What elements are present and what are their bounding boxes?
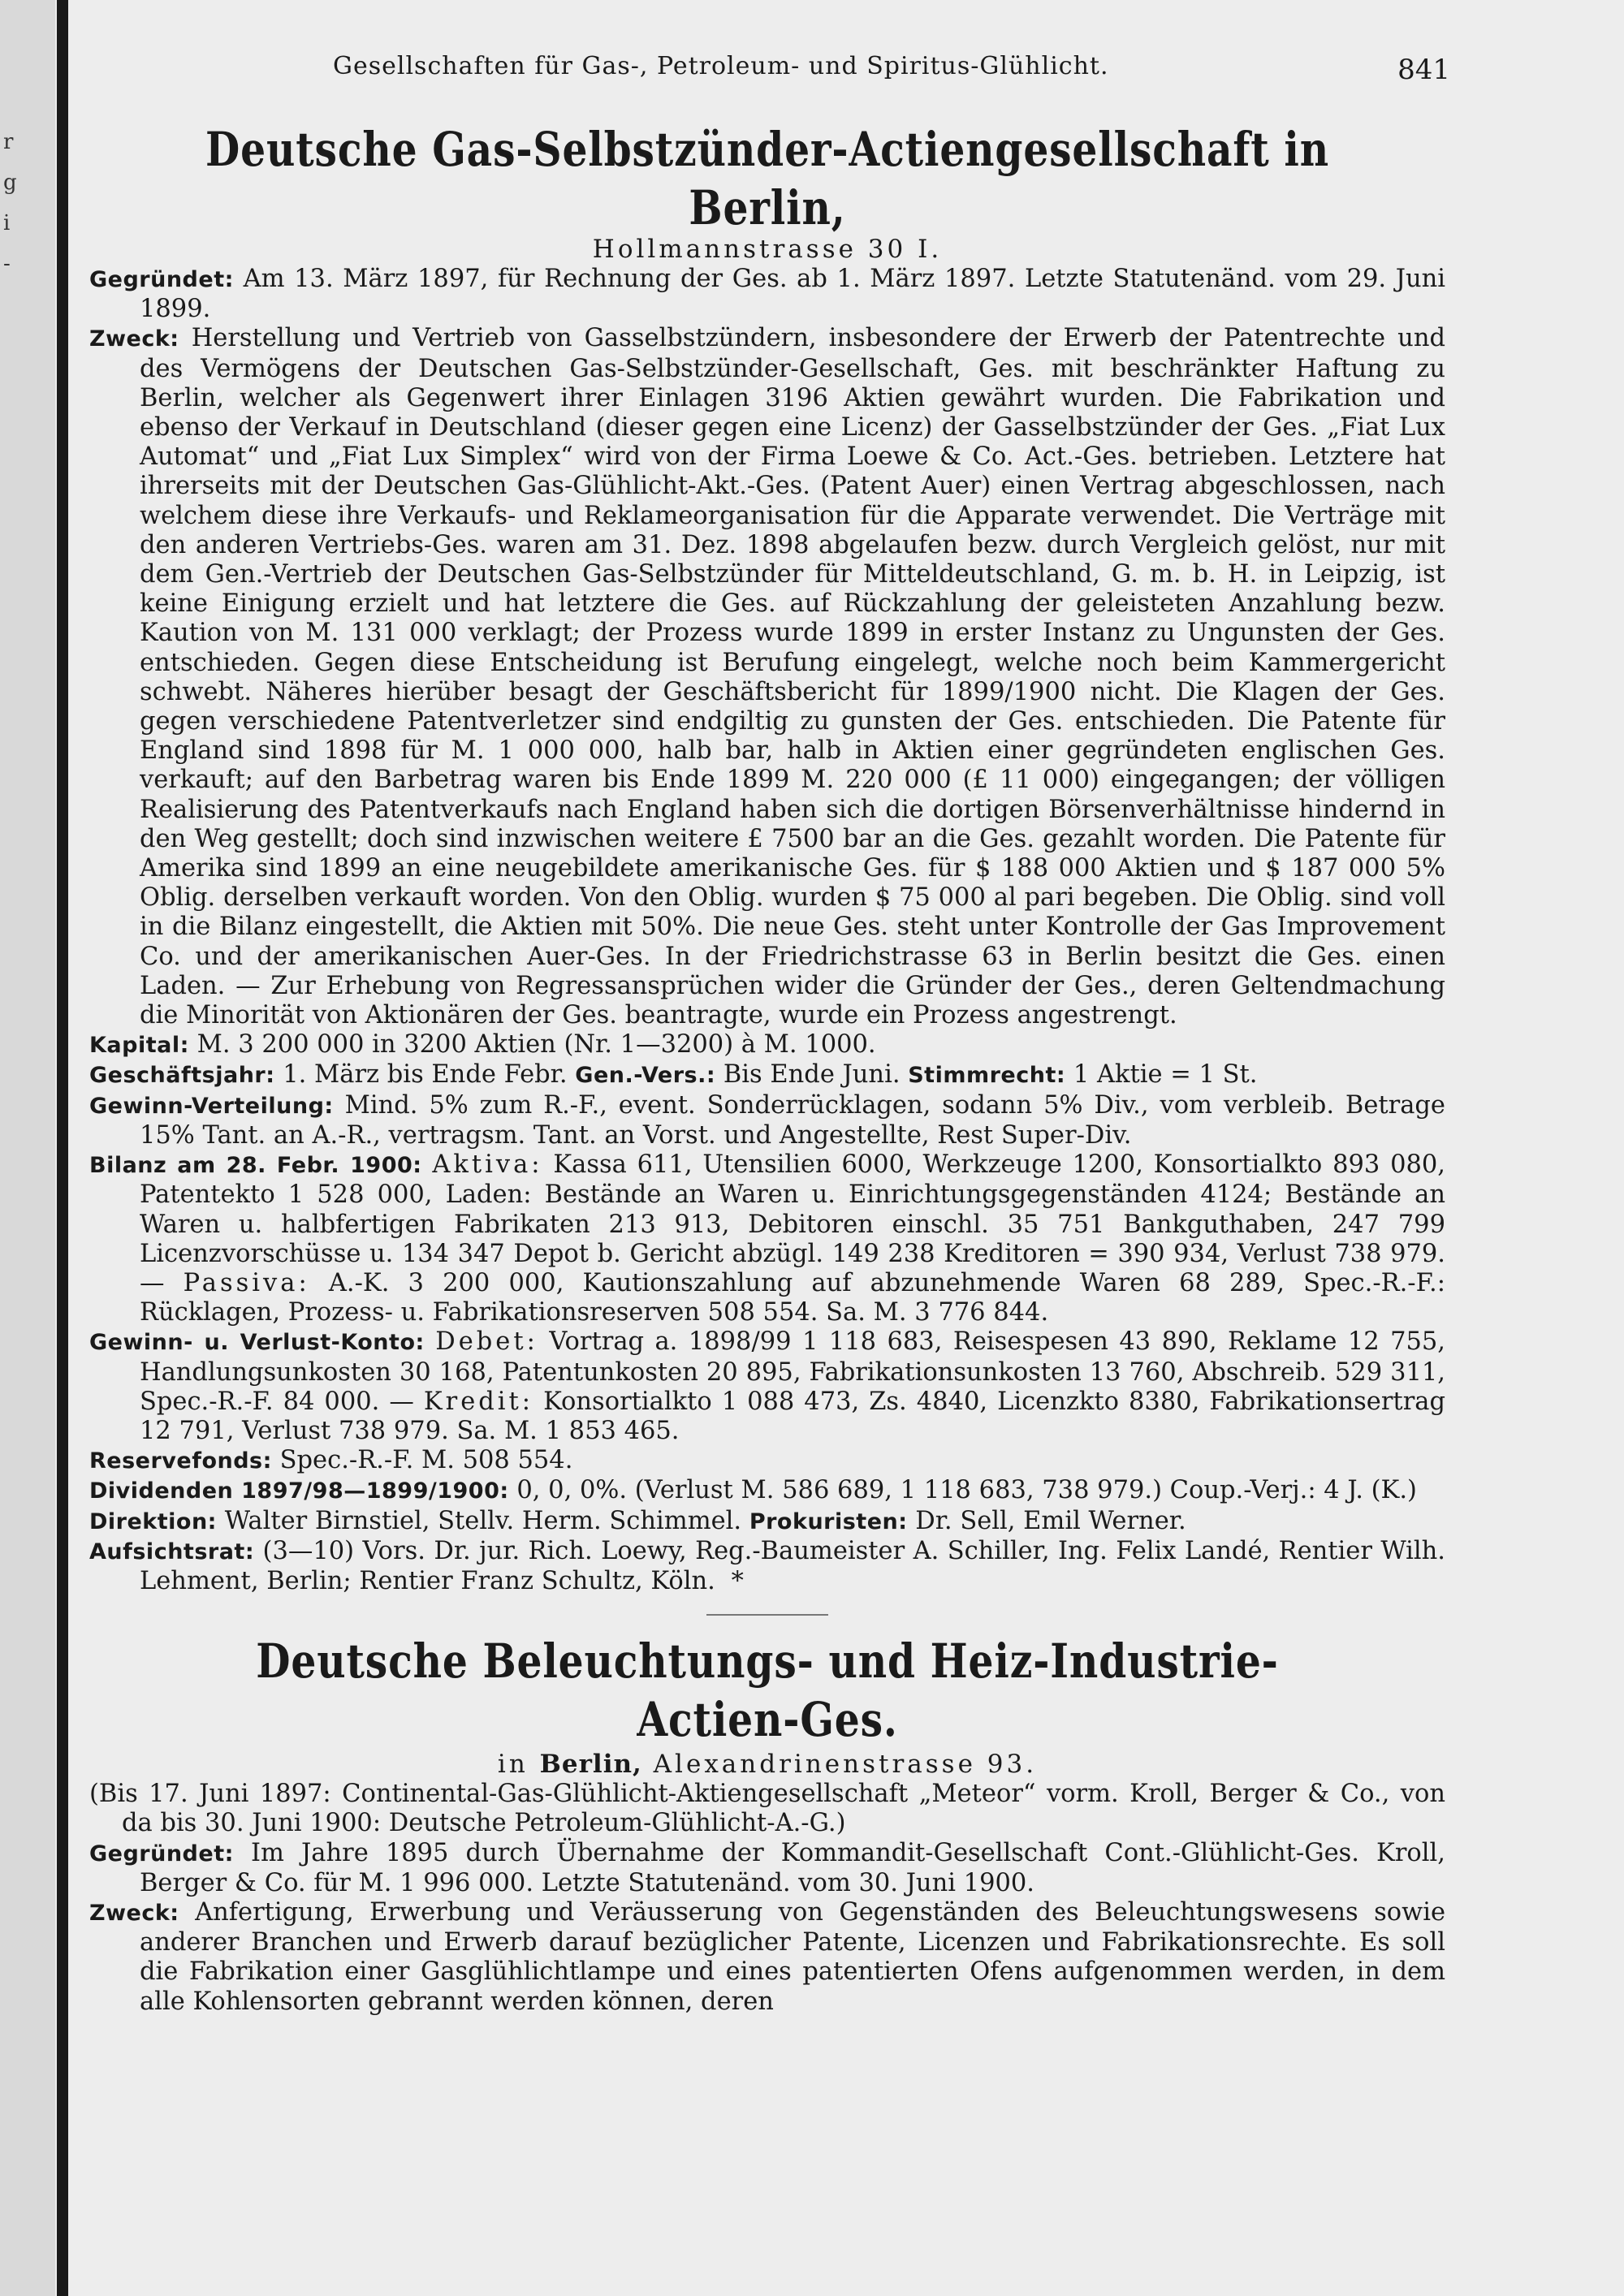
section-divider	[706, 1614, 828, 1616]
company-2-gegruendet	[89, 1839, 1445, 1898]
company-2-address	[89, 1749, 1445, 1780]
geschaeftsjahr-text: 1. März bis Ende Febr.	[283, 1060, 568, 1090]
left-page-edge	[0, 0, 55, 2296]
company-1-aufsichtsrat	[89, 1537, 1445, 1596]
gen-vers-label: Gen.-Vers.:	[575, 1063, 716, 1089]
margin-fragment: r	[3, 130, 14, 154]
prokuristen-label: Prokuristen:	[749, 1508, 908, 1534]
zweck-label: Zweck:	[89, 1900, 179, 1926]
company-1-gegruendet	[89, 265, 1445, 324]
company-1-gewinn-verteilung	[89, 1091, 1445, 1150]
margin-fragment: g	[3, 170, 17, 195]
aktiva-text: Kassa 611, Utensilien 6000, Werkzeuge 1200, Konsortialkto 893 080, Patentekto 1 528 000, Laden: Bestände an Waren u. Einrichtungsgegenständen 4124; Bestände an Waren u. halbfertigen Fabrikaten 213 913, Debitoren einschl. 35 751 Bankguthaben, 247 799 Licenzvorschüsse u. 134 347 Depot b. Gericht abzügl. 149 238 Kreditoren = 390 934, Verlust 738 979. —	[140, 1150, 1445, 1297]
company-1-direktion	[89, 1507, 1445, 1537]
in-word: in	[497, 1750, 529, 1780]
gegruendet-label: Gegründet:	[89, 1841, 234, 1867]
company-1-zweck	[89, 324, 1445, 1030]
asterisk-mark: *	[731, 1566, 744, 1595]
left-margin-fragments	[3, 122, 23, 284]
gewinn-verteilung-label: Gewinn-Verteilung:	[89, 1093, 334, 1119]
binding-rule	[57, 0, 68, 2296]
reservefonds-text: Spec.-R.-F. M. 508 554.	[279, 1446, 573, 1475]
kapital-text: M. 3 200 000 in 3200 Aktien (Nr. 1—3200) à M. 1000.	[197, 1030, 876, 1060]
kapital-label: Kapital:	[89, 1033, 189, 1059]
page-number: 841	[1397, 54, 1450, 86]
zweck-text: Herstellung und Vertrieb von Gasselbstzündern, insbesondere der Erwerb der Patentrechte und des Vermögens der Deutschen Gas-Selbstzünder-Gesellschaft, Ges. mit beschränkter Haftung zu Berlin, welcher als Gegenwert ihrer Einlagen 3196 Aktien gewährt wurden. Die Fabrikation und ebenso der Verkauf in Deutschland (dieser gegen eine Licenz) der Gasselbstzünder der Ges. „Fiat Lux Automat“ und „Fiat Lux Simplex“ wird von der Firma Loewe & Co. Act.-Ges. betrieben. Letztere hat ihrerseits mit der Deutschen Gas-Glühlicht-Akt.-Ges. (Patent Auer) einen Vertrag abgeschlossen, nach welchem diese ihre Verkaufs- und Reklameorganisation für die Apparate verwendet. Die Verträge mit den anderen Vertriebs-Ges. waren am 31. Dez. 1898 abgelaufen bezw. durch Vergleich gelöst, nur mit dem Gen.-Vertrieb der Deutschen Gas-Selbstzünder für Mitteldeutschland, G. m. b. H. in Leipzig, ist keine Einigung erzielt und hat letztere die Ges. auf Rückzahlung der geleisteten Anzahlung bezw. Kaution von M. 131 000 verklagt; der Prozess wurde 1899 in erster Instanz zu Ungunsten der Ges. entschieden. Gegen diese Entscheidung ist Berufung eingelegt, welche noch beim Kammergericht schwebt. Näheres hierüber besagt der Geschäftsbericht für 1899/1900 nicht. Die Klagen der Ges. gegen verschiedene Patentverletzer sind endgiltig zu gunsten der Ges. entschieden. Die Patente für England sind 1898 für M. 1 000 000, halb bar, halb in Aktien einer gegründeten englischen Ges. verkauft; auf den Barbetrag waren bis Ende 1899 M. 220 000 (£ 11 000) eingegangen; der völligen Realisierung des Patentverkaufs nach England haben sich die dortigen Börsenverhältnisse hindernd in den Weg gestellt; doch sind inzwischen weitere £ 7500 bar an die Ges. gezahlt worden. Die Patente für Amerika sind 1899 an eine neugebildete amerikanische Ges. für $ 188 000 Aktien und $ 187 000 5% Oblig. derselben verkauft worden. Von den Oblig. wurden $ 75 000 al pari begeben. Die Oblig. sind voll in die Bilanz eingestellt, die Aktien mit 50%. Die neue Ges. steht unter Kontrolle der Gas Improvement Co. und der amerikanischen Auer-Ges. In der Friedrichstrasse 63 in Berlin besitzt die Ges. einen Laden. — Zur Erhebung von Regressansprüchen wider die Gründer der Ges., deren Geltendmachung die Minorität von Aktionären der Ges. beantragte, wurde ein Prozess angestrengt.	[140, 324, 1445, 1030]
aktiva-label: Aktiva:	[432, 1150, 543, 1180]
geschaeftsjahr-label: Geschäftsjahr:	[89, 1063, 275, 1089]
running-title: Gesellschaften für Gas-, Petroleum- und Spiritus-Glühlicht.	[333, 52, 1109, 80]
gegruendet-text: Im Jahre 1895 durch Übernahme der Kommandit-Gesellschaft Cont.-Glühlicht-Ges. Kroll, Berger & Co. für M. 1 996 000. Letzte Statutenänd. vom 30. Juni 1900.	[140, 1838, 1445, 1897]
dividenden-label: Dividenden 1897/98—1899/1900:	[89, 1478, 509, 1504]
dividenden-text: 0, 0, 0%. (Verlust M. 586 689, 1 118 683, 738 979.) Coup.-Verj.: 4 J. (K.)	[516, 1476, 1417, 1505]
street-name: Alexandrinenstrasse 93.	[653, 1750, 1038, 1780]
stimmrecht-label: Stimmrecht:	[908, 1063, 1066, 1089]
company-2-former-name: (Bis 17. Juni 1897: Continental-Gas-Glühlicht-Aktiengesellschaft „Meteor“ vorm. Kroll, Berger & Co., von da bis 30. Juni 1900: Deutsche Petroleum-Glühlicht-A.-G.)	[89, 1780, 1445, 1838]
debet-label: Debet:	[435, 1327, 538, 1357]
company-1-reservefonds	[89, 1446, 1445, 1476]
zweck-text: Anfertigung, Erwerbung und Veräusserung von Gegenständen des Beleuchtungswesens sowie anderer Branchen und Erwerb darauf bezüglicher Patente, Licenzen und Fabrikationsrechte. Es soll die Fabrikation einer Gasglühlichtlampe und eines patentierten Ofens aufgenommen werden, in dem alle Kohlensorten gebrannt werden können, deren	[140, 1897, 1445, 2016]
company-entry-1	[89, 120, 1445, 1596]
aufsichtsrat-text: (3—10) Vors. Dr. jur. Rich. Loewy, Reg.-Baumeister A. Schiller, Ing. Felix Landé, Rentier Wilh. Lehment, Berlin; Rentier Franz Schultz, Köln.	[140, 1536, 1445, 1595]
zweck-label: Zweck:	[89, 326, 179, 352]
margin-fragment: i	[3, 211, 11, 235]
page	[89, 47, 1450, 2017]
company-1-kapital	[89, 1030, 1445, 1060]
company-2-zweck	[89, 1898, 1445, 2017]
company-1-dividenden	[89, 1476, 1445, 1506]
direktion-label: Direktion:	[89, 1508, 217, 1534]
kredit-label: Kredit:	[423, 1387, 534, 1416]
prokuristen-text: Dr. Sell, Emil Werner.	[915, 1506, 1186, 1535]
bilanz-label: Bilanz am 28. Febr. 1900:	[89, 1153, 422, 1179]
running-head	[89, 47, 1450, 104]
direktion-text: Walter Birnstiel, Stellv. Herm. Schimmel.	[224, 1506, 742, 1535]
gegruendet-label: Gegründet:	[89, 267, 234, 292]
company-1-bilanz	[89, 1150, 1445, 1327]
debet-text: Vortrag a. 1898/99 1 118 683, Reisespesen 43 890, Reklame 12 755, Handlungsunkosten 30 168, Patentunkosten 20 895, Fabrikationsunkosten 13 760, Abschreib. 529 311, Spec.-R.-F. 84 000. —	[140, 1327, 1445, 1416]
passiva-label: Passiva:	[183, 1268, 310, 1297]
gewinn-verlust-label: Gewinn- u. Verlust-Konto:	[89, 1330, 425, 1356]
kredit-text: Konsortialkto 1 088 473, Zs. 4840, Licenzkto 8380, Fabrikationsertrag 12 791, Verlust 738 979. Sa. M. 1 853 465.	[140, 1387, 1445, 1445]
margin-fragment: -	[3, 252, 11, 276]
gegruendet-text: Am 13. März 1897, für Rechnung der Ges. ab 1. März 1897. Letzte Statutenänd. vom 29. Juni 1899.	[140, 265, 1445, 324]
company-2-title: Deutsche Beleuchtungs- und Heiz-Industrie-Actien-Ges.	[256, 1634, 1279, 1748]
city-name: Berlin,	[539, 1750, 642, 1780]
aufsichtsrat-label: Aufsichtsrat:	[89, 1539, 255, 1564]
company-1-geschaeftsjahr	[89, 1060, 1445, 1090]
gewinn-verteilung-text: Mind. 5% zum R.-F., event. Sonderrücklagen, sodann 5% Div., vom verbleib. Betrage 15% Tant. an A.-R., vertragsm. Tant. an Vorst. und Angestellte, Rest Super-Div.	[140, 1090, 1445, 1150]
stimmrecht-text: 1 Aktie = 1 St.	[1073, 1060, 1258, 1090]
company-1-gewinn-verlust	[89, 1327, 1445, 1446]
reservefonds-label: Reservefonds:	[89, 1448, 272, 1474]
passiva-text: A.-K. 3 200 000, Kautionszahlung auf abzunehmende Waren 68 289, Spec.-R.-F.: Rücklagen, Prozess- u. Fabrikationsreserven 508 554. Sa. M. 3 776 844.	[140, 1268, 1445, 1327]
company-1-title: Deutsche Gas-Selbstzünder-Actiengesellschaft in Berlin,	[205, 122, 1329, 235]
gen-vers-text: Bis Ende Juni.	[723, 1060, 901, 1090]
company-entry-2	[89, 1632, 1445, 2017]
company-1-address: Hollmannstrasse 30 I.	[592, 235, 943, 264]
